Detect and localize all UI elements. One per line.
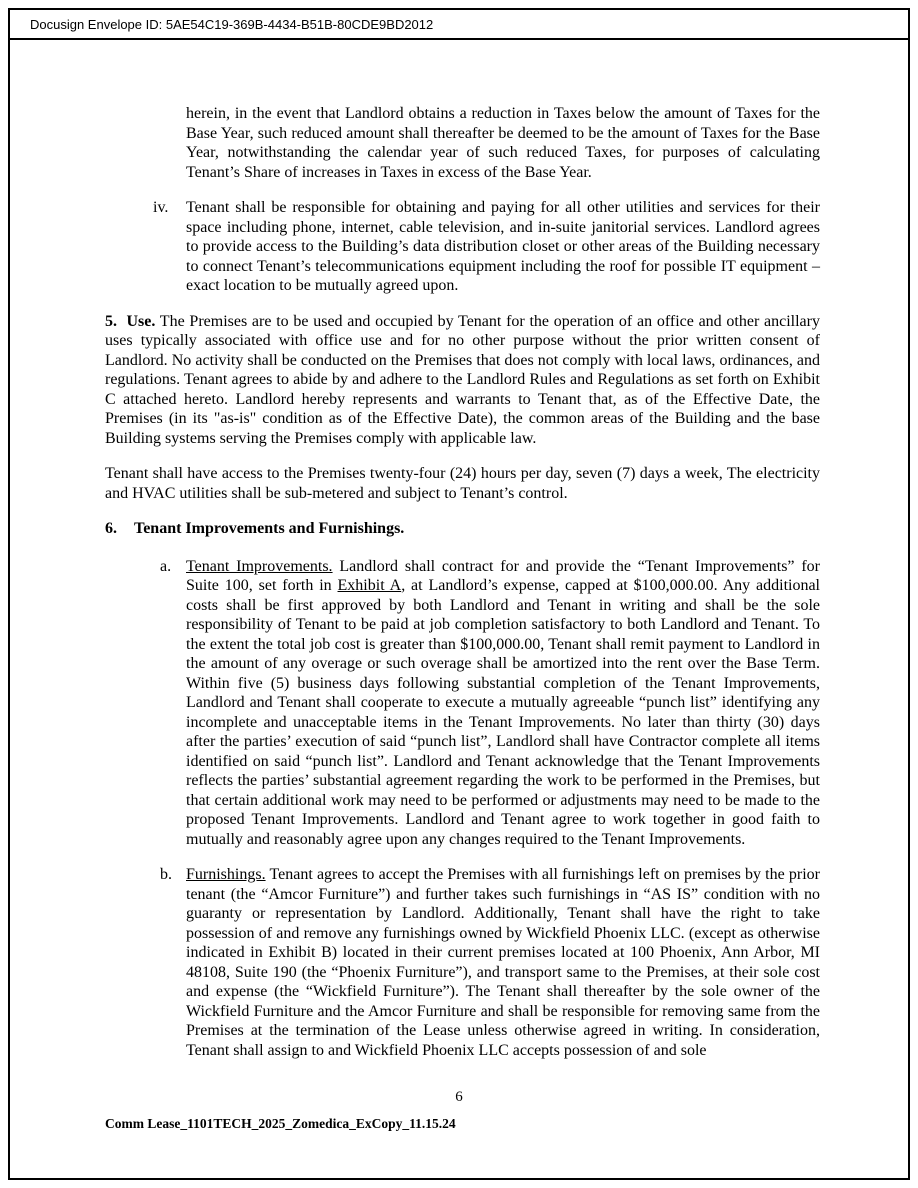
text-run: . (400, 520, 405, 537)
list-marker: iv. (153, 199, 169, 216)
text-run: herein, in the event that Landlord obtains a reduction in Taxes below the amount of Taxes for the Base Year, such reduced amount shall thereafter be deemed to be the amount of Taxes for the Base Year, notwithstanding the calendar year of such reduced Taxes, for purposes of calculating Tenant’s Share of increases in Taxes in excess of the Base Year. (186, 105, 820, 181)
envelope-id-text: Docusign Envelope ID: 5AE54C19-369B-4434-B51B-80CDE9BD2012 (30, 16, 434, 32)
document-body (105, 104, 820, 1076)
text-run: Tenant Improvements. (186, 557, 333, 575)
list-marker: a. (160, 557, 172, 575)
text-run: Tenant shall be responsible for obtaining and paying for all other utilities and services for their space including phone, internet, cable television, and in-suite janitorial services. Landlord agrees to provide access to the Building’s data distribution closet or other areas of the Building necessary to connect Tenant’s telecommunications equipment including the roof for possible IT equipment – exact location to be mutually agreed upon. (186, 199, 820, 294)
text-run: Furnishings. (186, 866, 266, 883)
text-run: Tenant agrees to accept the Premises with all furnishings left on premises by the prior tenant (the “Amcor Furniture”) and further takes such furnishings in “AS IS” condition with no guaranty or representation by Landlord. Additionally, Tenant shall have the right to take possession of and remove any furnishings owned by Wickfield Phoenix LLC. (except as otherwise indicated in Exhibit B) located in their current premises located at 100 Phoenix, Ann Arbor, MI 48108, Suite 190 (the “Phoenix Furniture”), and transport same to the Premises, at their sole cost and expense (the “Wickfield Furniture”). The Tenant shall thereafter by the sole owner of the Wickfield Furniture and the Amcor Furniture and shall be responsible for removing same from the Premises at the termination of the Lease unless otherwise agreed in writing. In consideration, Tenant shall assign to and Wickfield Phoenix LLC accepts possession of and sole (186, 866, 820, 1059)
page-number: 6 (455, 1089, 463, 1105)
text-run: 5. Use. (105, 312, 156, 330)
text-run: Tenant Improvements and Furnishings (134, 520, 401, 537)
text-run: , at Landlord’s expense, capped at $100,000.00. Any additional costs shall be first approved by both Landlord and Tenant in writing and shall be the sole responsibility of Tenant to be paid at job completion satisfactory to both Landlord and Tenant. To the extent the total job cost is greater than $100,000.00, Tenant shall remit payment to Landlord in the amount of any overage or such overage shall be amortized into the rent over the Base Term. Within five (5) business days following substantial completion of the Tenant Improvements, Landlord and Tenant shall cooperate to execute a mutually agreeable “punch list” identifying any incomplete and unacceptable items in the Tenant Improvements. No later than thirty (30) days after the parties’ execution of said “punch list”, Landlord shall have Contractor complete all items identified on said “punch list”. Landlord and Tenant acknowledge that the Tenant Improvements reflects the parties’ substantial agreement regarding the work to be performed in the Premises, but that certain additional work may need to be performed or adjustments may need to be made to the proposed Tenant Improvements. Landlord and Tenant agree to work together in good faith to mutually and reasonably agree upon any changes required to the Tenant Improvements. (186, 577, 821, 848)
section-6-heading (105, 519, 820, 539)
list-item-iv-utilities (153, 198, 820, 296)
text-run: Exhibit A (337, 577, 402, 594)
paragraph-tax-reduction (186, 104, 820, 182)
text-run: Tenant shall have access to the Premises twenty-four (24) hours per day, seven (7) days a week, The electricity and HVAC utilities shall be sub-metered and subject to Tenant’s control. (105, 465, 820, 502)
docusign-header (10, 10, 908, 40)
list-item-a-tenant-improvements (160, 557, 821, 850)
list-item-b-furnishings (160, 865, 820, 1060)
list-marker: 6. (105, 520, 117, 537)
text-run: The Premises are to be used and occupied by Tenant for the operation of an office and other ancillary uses typically associated with office use and for no other purpose without the prior written consent of Landlord. No activity shall be conducted on the Premises that does not comply with local laws, ordinances, and regulations. Tenant agrees to abide by and adhere to the Landlord Rules and Regulations as set forth on Exhibit C attached hereto. Landlord hereby represents and warrants to Tenant that, as of the Effective Date, the Premises (in its "as-is" condition as of the Effective Date), the common areas of the Building and the base Building systems serving the Premises comply with applicable law. (105, 312, 820, 447)
document-filename: Comm Lease_1101TECH_2025_Zomedica_ExCopy_11.15.24 (105, 1116, 456, 1131)
text-run: Landlord shall contract for and provide the “Tenant Improvements” for Suite 100, set forth in (186, 557, 820, 594)
section-5-use (105, 312, 820, 449)
paragraph-premises-access (105, 464, 820, 503)
list-marker: b. (160, 866, 172, 883)
